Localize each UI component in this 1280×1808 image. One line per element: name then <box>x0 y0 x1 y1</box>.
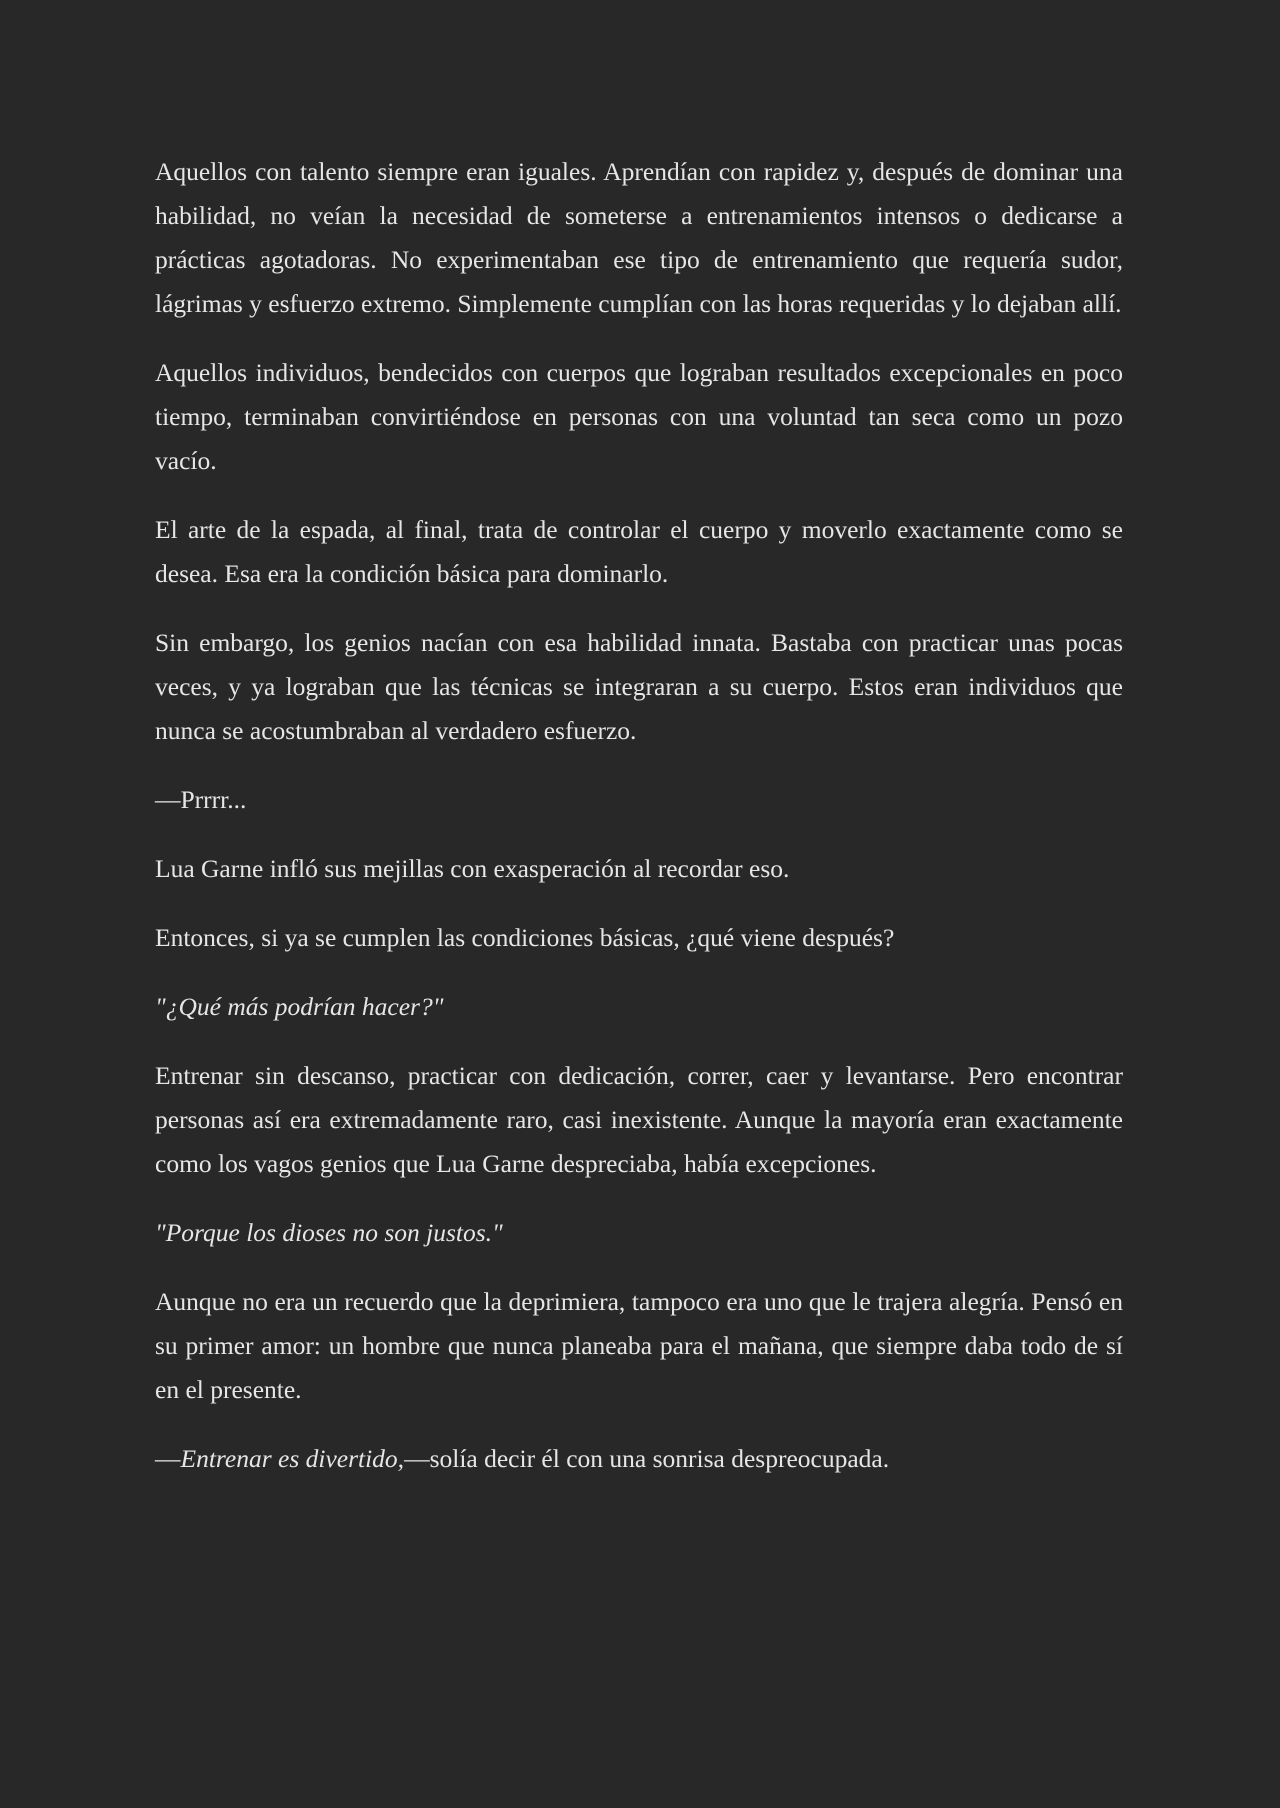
paragraph-1: Aquellos con talento siempre eran iguales. Aprendían con rapidez y, después de dominar una habilidad, no veían la necesidad de someterse a entrenamientos intensos o dedicarse a prácticas agotadoras. No experimentaban ese tipo de entrenamiento que requería sudor, lágrimas y esfuerzo extremo. Simplemente cumplían con las horas requeridas y lo dejaban allí. <box>155 157 1123 318</box>
dialogue-dash-close: — <box>404 1444 430 1473</box>
paragraph-8-thought: "¿Qué más podrían hacer?" <box>155 992 444 1021</box>
paragraph-6: Lua Garne infló sus mejillas con exasperación al recordar eso. <box>155 854 790 883</box>
paragraph-4: Sin embargo, los genios nacían con esa habilidad innata. Bastaba con practicar unas pocas veces, y ya lograban que las técnicas se integraran a su cuerpo. Estos eran individuos que nunca se acostumbraban al verdadero esfuerzo. <box>155 628 1123 745</box>
paragraph-3: El arte de la espada, al final, trata de controlar el cuerpo y moverlo exactamente como se desea. Esa era la condición básica para dominarlo. <box>155 515 1123 588</box>
document-body <box>155 150 1123 1506</box>
paragraph-5-dialogue: —Prrrr... <box>155 785 247 814</box>
paragraph-7: Entonces, si ya se cumplen las condiciones básicas, ¿qué viene después? <box>155 923 895 952</box>
paragraph-9: Entrenar sin descanso, practicar con dedicación, correr, caer y levantarse. Pero encontrar personas así era extremadamente raro, casi inexistente. Aunque la mayoría eran exactamente como los vagos genios que Lua Garne despreciaba, había excepciones. <box>155 1061 1123 1178</box>
dialogue-dash-open: — <box>155 1444 181 1473</box>
paragraph-10-thought: "Porque los dioses no son justos." <box>155 1218 503 1247</box>
paragraph-12-dialogue <box>155 1437 1123 1481</box>
dialogue-quote: Entrenar es divertido, <box>180 1444 405 1473</box>
paragraph-2: Aquellos individuos, bendecidos con cuerpos que lograban resultados excepcionales en poco tiempo, terminaban convirtiéndose en personas con una voluntad tan seca como un pozo vacío. <box>155 358 1123 475</box>
dialogue-narration: solía decir él con una sonrisa despreocupada. <box>429 1444 890 1473</box>
paragraph-11: Aunque no era un recuerdo que la deprimiera, tampoco era uno que le trajera alegría. Pensó en su primer amor: un hombre que nunca planeaba para el mañana, que siempre daba todo de sí en el presente. <box>155 1287 1123 1404</box>
